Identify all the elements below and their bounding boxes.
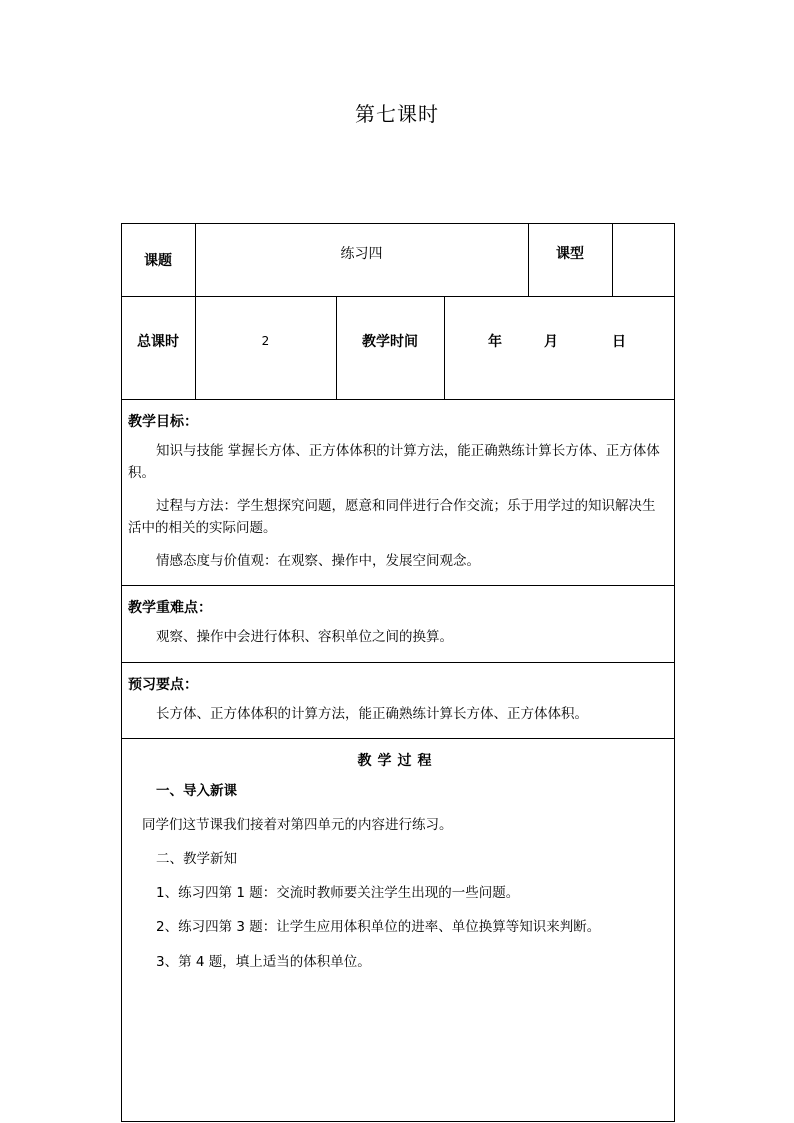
month-label: 月 [544, 334, 558, 350]
row-divider [121, 738, 675, 739]
exercise-item: 2、练习四第 3 题：让学生应用体积单位的进率、单位换算等知识来判断。 [156, 919, 601, 935]
intro-text: 同学们这节课我们接着对第四单元的内容进行练习。 [142, 817, 453, 833]
type-value [612, 223, 674, 296]
type-label: 课型 [556, 246, 584, 262]
row-divider [121, 662, 675, 663]
row-divider [121, 399, 675, 400]
subject-label: 课题 [144, 252, 172, 269]
intro-heading: 一、导入新课 [156, 783, 237, 799]
total-value: 2 [261, 334, 270, 348]
preview-text: 长方体、正方体体积的计算方法，能正确熟练计算长方体、正方体体积。 [156, 706, 588, 722]
goal-process: 过程与方法：学生想探究问题，愿意和同伴进行合作交流；乐于用学过的知识解决生活中的相关的实际问题。 [128, 498, 656, 536]
subject-value: 练习四 [340, 246, 383, 262]
total-label: 总课时 [137, 334, 179, 350]
page-title: 第七课时 [355, 102, 439, 126]
time-label: 教学时间 [362, 334, 418, 350]
goal-knowledge: 知识与技能 掌握长方体、正方体体积的计算方法，能正确熟练计算长方体、正方体体积。 [128, 443, 660, 481]
key-points-text: 观察、操作中会进行体积、容积单位之间的换算。 [156, 629, 453, 645]
preview-heading: 预习要点： [128, 677, 198, 693]
goal-emotion: 情感态度与价值观：在观察、操作中，发展空间观念。 [156, 553, 480, 569]
goals-heading: 教学目标： [128, 414, 198, 430]
new-knowledge-heading: 二、教学新知 [156, 851, 237, 867]
row-divider [121, 585, 675, 586]
day-label: 日 [612, 334, 626, 350]
key-points-heading: 教学重难点： [128, 600, 212, 616]
process-heading: 教学过程 [357, 753, 438, 769]
exercise-item: 1、练习四第 1 题：交流时教师要关注学生出现的一些问题。 [156, 885, 520, 901]
year-label: 年 [488, 334, 502, 350]
exercise-item: 3、第 4 题，填上适当的体积单位。 [156, 954, 371, 970]
teaching-date [444, 296, 674, 386]
